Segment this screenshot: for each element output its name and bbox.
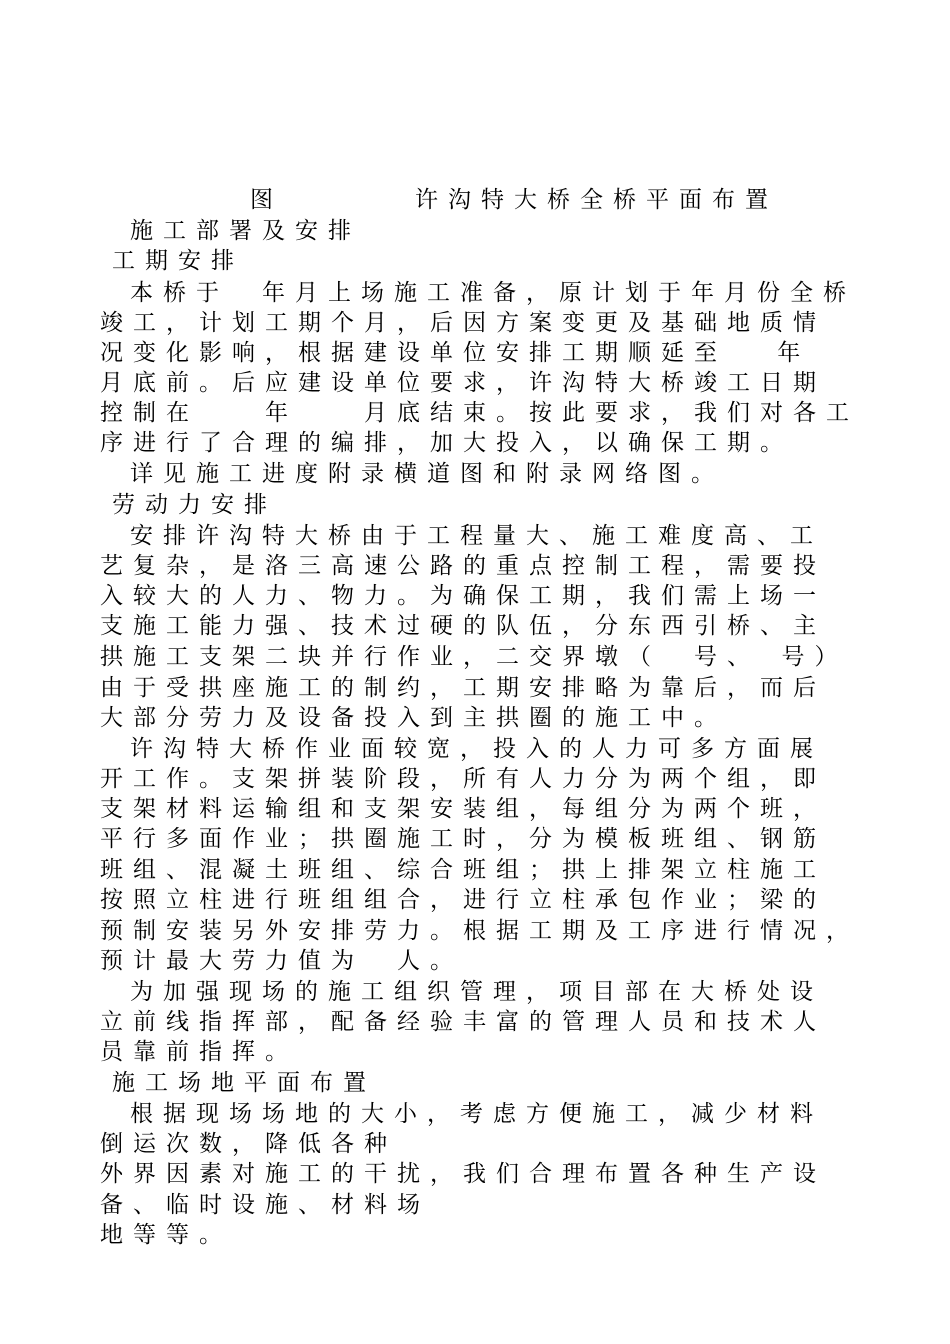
- paragraph-line: 支施工能力强、技术过硬的队伍，分东西引桥、主: [100, 613, 826, 639]
- paragraph-line: 开工作。支架拼装阶段，所有人力分为两个组，即: [100, 766, 826, 792]
- paragraph-line: 立前线指挥部，配备经验丰富的管理人员和技术人: [100, 1009, 826, 1035]
- paragraph-line: 况变化影响，根据建设单位安排工期顺延至 年: [100, 340, 811, 366]
- paragraph-line: 大部分劳力及设备投入到主拱圈的施工中。: [100, 705, 727, 731]
- paragraph-line: 备、临时设施、材料场: [100, 1192, 430, 1218]
- paragraph-line: 安排许沟特大桥由于工程量大、施工难度高、工: [130, 523, 823, 549]
- paragraph-line: 控制在 年 月底结束。按此要求，我们对各工: [100, 400, 859, 426]
- paragraph-line: 月底前。后应建设单位要求，许沟特大桥竣工日期: [100, 370, 826, 396]
- paragraph-line: 平行多面作业；拱圈施工时，分为模板班组、钢筋: [100, 826, 826, 852]
- paragraph-line: 支架材料运输组和支架安装组，每组分为两个班，: [100, 796, 826, 822]
- paragraph-line: 倒运次数，降低各种: [100, 1131, 397, 1157]
- paragraph-line: 拱施工支架二块并行作业，二交界墩（ 号、 号）: [100, 644, 848, 670]
- paragraph-line: 本桥于 年月上场施工准备，原计划于年月份全桥: [130, 280, 856, 306]
- paragraph-line: 竣工，计划工期个月，后因方案变更及基础地质情: [100, 310, 826, 336]
- paragraph-line: 外界因素对施工的干扰，我们合理布置各种生产设: [100, 1161, 826, 1187]
- paragraph-line: 由于受拱座施工的制约，工期安排略为靠后，而后: [100, 675, 826, 701]
- subsection-heading: 施工场地平面布置: [112, 1070, 376, 1096]
- paragraph-line: 许沟特大桥作业面较宽，投入的人力可多方面展: [130, 736, 823, 762]
- subsection-heading: 工期安排: [112, 248, 244, 274]
- section-heading: 施工部署及安排: [130, 218, 361, 244]
- paragraph-line: 序进行了合理的编排，加大投入，以确保工期。: [100, 430, 793, 456]
- paragraph-line: 入较大的人力、物力。为确保工期，我们需上场一: [100, 583, 826, 609]
- paragraph-line: 地等等。: [100, 1222, 232, 1248]
- paragraph-line: 预计最大劳力值为 人。: [100, 948, 463, 974]
- paragraph-line: 为加强现场的施工组织管理，项目部在大桥处设: [130, 979, 823, 1005]
- figure-caption: 图 许沟特大桥全桥平面布置: [250, 187, 778, 213]
- paragraph-line: 班组、混凝土班组、综合班组；拱上排架立柱施工: [100, 857, 826, 883]
- paragraph-line: 根据现场场地的大小，考虑方便施工，减少材料: [130, 1101, 823, 1127]
- paragraph-line: 详见施工进度附录横道图和附录网络图。: [130, 461, 724, 487]
- subsection-heading: 劳动力安排: [112, 492, 277, 518]
- paragraph-line: 艺复杂，是洛三高速公路的重点控制工程，需要投: [100, 553, 826, 579]
- paragraph-line: 按照立柱进行班组组合，进行立柱承包作业；梁的: [100, 887, 826, 913]
- paragraph-line: 员靠前指挥。: [100, 1039, 298, 1065]
- paragraph-line: 预制安装另外安排劳力。根据工期及工序进行情况，: [100, 918, 859, 944]
